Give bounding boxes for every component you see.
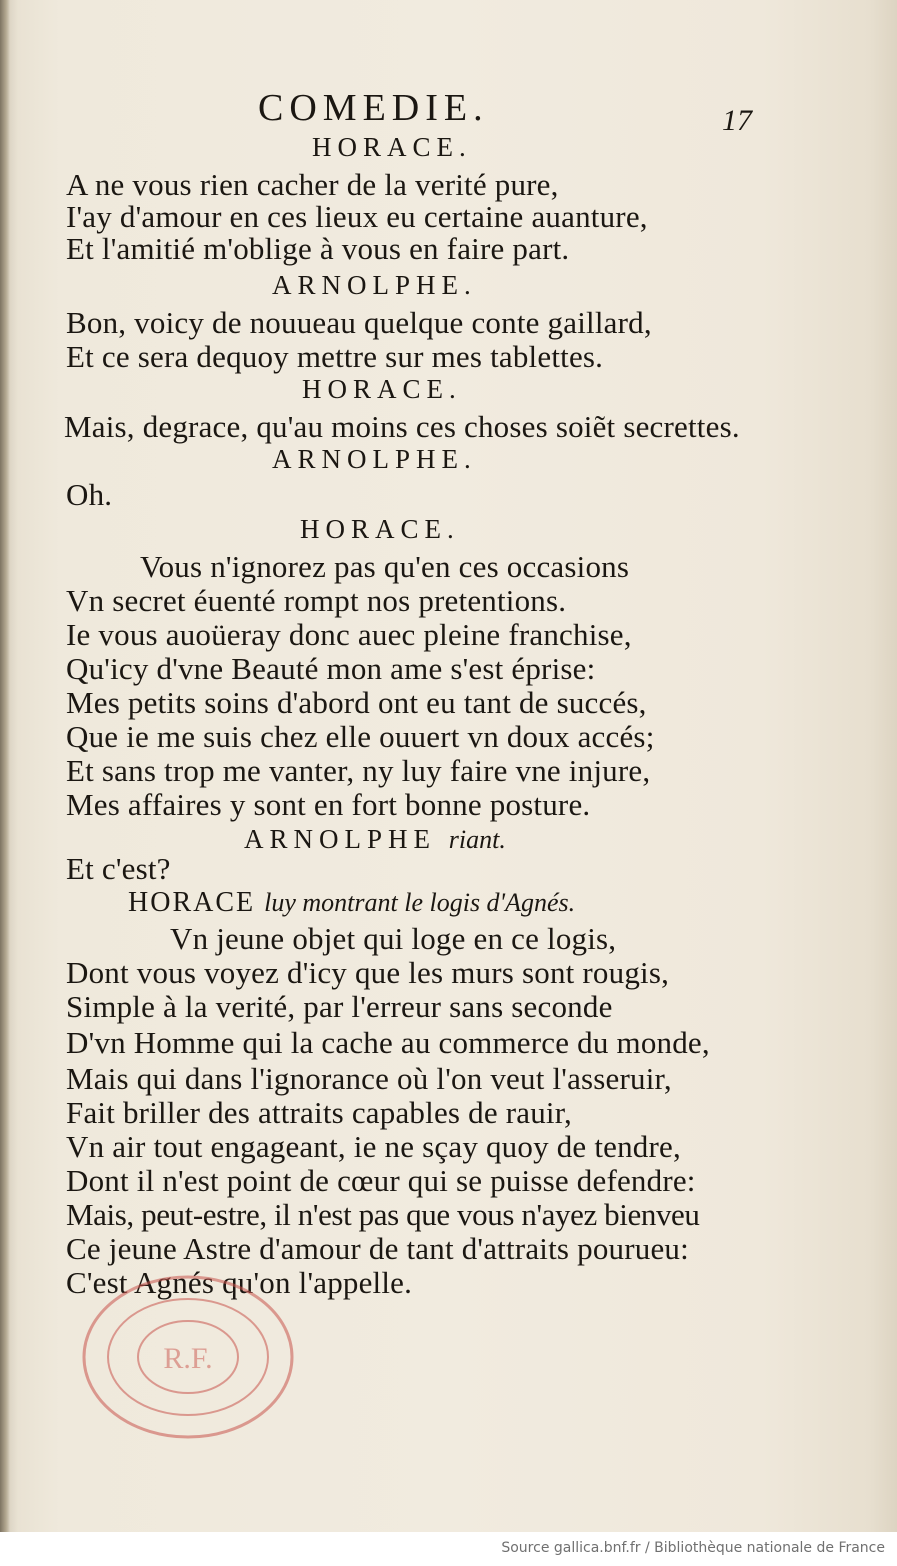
verse-line: Et sans trop me vanter, ny luy faire vne injure, <box>66 753 651 788</box>
stamp-monogram: R.F. <box>163 1342 213 1375</box>
verse-line: Ie vous auoüeray donc auec pleine franchise, <box>66 617 632 652</box>
library-stamp <box>78 1272 298 1442</box>
verse-line: C'est Agnés qu'on l'appelle. <box>66 1265 413 1300</box>
verse-line: Mais, peut-estre, il n'est pas que vous n'ayez bienveu <box>66 1197 700 1232</box>
speaker-heading: HORACE. <box>302 374 462 404</box>
verse-line: Dont il n'est point de cœur qui se puisse defendre: <box>66 1163 696 1198</box>
speaker-heading: ARNOLPHE riant. <box>244 824 506 854</box>
verse-line: Qu'icy d'vne Beauté mon ame s'est éprise: <box>66 651 596 686</box>
stage-direction: luy montrant le logis d'Agnés. <box>264 888 576 917</box>
speaker-heading: ARNOLPHE. <box>272 270 477 300</box>
stage-direction: riant. <box>448 825 506 854</box>
verse-line: Vous n'ignorez pas qu'en ces occasions <box>140 549 630 584</box>
verse-line: Ce jeune Astre d'amour de tant d'attraits pourueu: <box>66 1231 689 1266</box>
running-head: COMEDIE. <box>258 87 489 129</box>
speaker-heading: ARNOLPHE. <box>272 444 477 474</box>
verse-line: Et l'amitié m'oblige à vous en faire part. <box>66 231 570 266</box>
speaker-heading: HORACE luy montrant le logis d'Agnés. <box>128 887 576 918</box>
source-credit: Source gallica.bnf.fr / Bibliothèque nationale de France <box>501 1540 885 1556</box>
page-number: 17 <box>722 104 752 137</box>
verse-line: Simple à la verité, par l'erreur sans seconde <box>66 989 613 1024</box>
verse-line: Et c'est? <box>66 851 171 886</box>
verse-line: Oh. <box>66 477 113 512</box>
speaker-heading: HORACE. <box>300 514 460 544</box>
verse-line: Mes affaires y sont en fort bonne posture. <box>66 787 591 822</box>
verse-line: Mais qui dans l'ignorance où l'on veut l'asseruir, <box>66 1061 672 1096</box>
speaker-heading: HORACE. <box>312 132 472 162</box>
verse-line: Vn air tout engageant, ie ne sçay quoy de tendre, <box>66 1129 681 1164</box>
verse-line: Que ie me suis chez elle ouuert vn doux accés; <box>66 719 655 754</box>
verse-line: I'ay d'amour en ces lieux eu certaine auanture, <box>66 199 648 234</box>
footer-bar <box>0 1532 897 1566</box>
verse-line: Vn jeune objet qui loge en ce logis, <box>170 921 617 956</box>
verse-line: Mes petits soins d'abord ont eu tant de succés, <box>66 685 647 720</box>
verse-line: Bon, voicy de nouueau quelque conte gaillard, <box>66 305 652 340</box>
verse-line: A ne vous rien cacher de la verité pure, <box>66 167 559 202</box>
verse-line: D'vn Homme qui la cache au commerce du monde, <box>66 1025 710 1060</box>
verse-line: Vn secret éuenté rompt nos pretentions. <box>66 583 567 618</box>
verse-line: Mais, degrace, qu'au moins ces choses soiẽt secrettes. <box>64 409 740 444</box>
verse-line: Fait briller des attraits capables de rauir, <box>66 1095 572 1130</box>
page-spine-shadow <box>0 0 10 1532</box>
verse-line: Et ce sera dequoy mettre sur mes tablettes. <box>66 339 604 374</box>
verse-line: Dont vous voyez d'icy que les murs sont rougis, <box>66 955 670 990</box>
